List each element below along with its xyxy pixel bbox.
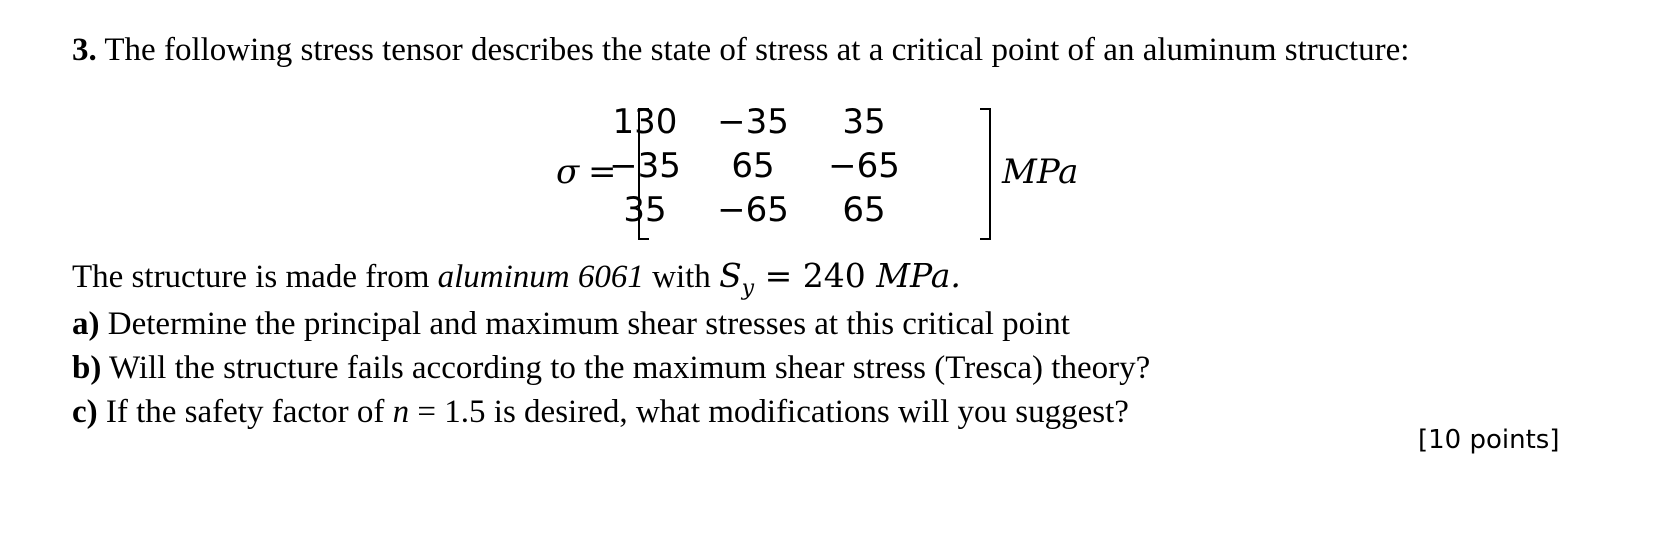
- part-c: [72, 392, 1129, 432]
- part-a-text: Determine the principal and maximum shear stresses at this critical point: [99, 306, 1070, 342]
- equals-sign: =: [588, 152, 617, 192]
- yield-strength-unit: MPa.: [876, 256, 961, 295]
- matrix-right-bracket: [980, 108, 991, 240]
- matrix-cell: 65: [731, 146, 775, 186]
- matrix-cell: −65: [717, 190, 789, 230]
- part-b-label: b): [72, 350, 102, 386]
- question-number: 3.: [72, 32, 97, 68]
- stress-tensor-equation: [556, 100, 1116, 240]
- sigma-symbol: σ: [556, 152, 580, 192]
- question-heading: [72, 30, 1409, 70]
- points-label: [10 points]: [1418, 425, 1560, 455]
- matrix-cell: 35: [842, 102, 886, 142]
- material-name: aluminum 6061: [437, 259, 644, 295]
- matrix-cell: −65: [828, 146, 900, 186]
- part-b: [72, 348, 1150, 388]
- matrix-cell: −35: [717, 102, 789, 142]
- part-c-text-after: = 1.5 is desired, what modifications will you suggest?: [409, 394, 1129, 430]
- material-with: with: [643, 259, 720, 295]
- part-a-label: a): [72, 306, 100, 342]
- part-c-text-before: If the safety factor of: [97, 394, 393, 430]
- stress-unit: MPa: [1002, 152, 1079, 192]
- question-intro: The following stress tensor describes the state of stress at a critical point of an aluminum structure:: [96, 32, 1410, 68]
- matrix-cell: −35: [609, 146, 681, 186]
- yield-strength-subscript: y: [741, 276, 755, 301]
- yield-strength-value: = 240: [754, 256, 877, 295]
- yield-strength-symbol: S: [719, 256, 742, 295]
- part-c-label: c): [72, 394, 98, 430]
- part-b-text: Will the structure fails according to the maximum shear stress (Tresca) theory?: [101, 350, 1151, 386]
- matrix-cell: 130: [612, 102, 678, 142]
- material-line: [72, 256, 961, 309]
- matrix-cell: 35: [623, 190, 667, 230]
- material-prefix: The structure is made from: [72, 259, 438, 295]
- part-a: [72, 304, 1070, 344]
- matrix-cell: 65: [842, 190, 886, 230]
- safety-factor-variable: n: [392, 394, 410, 430]
